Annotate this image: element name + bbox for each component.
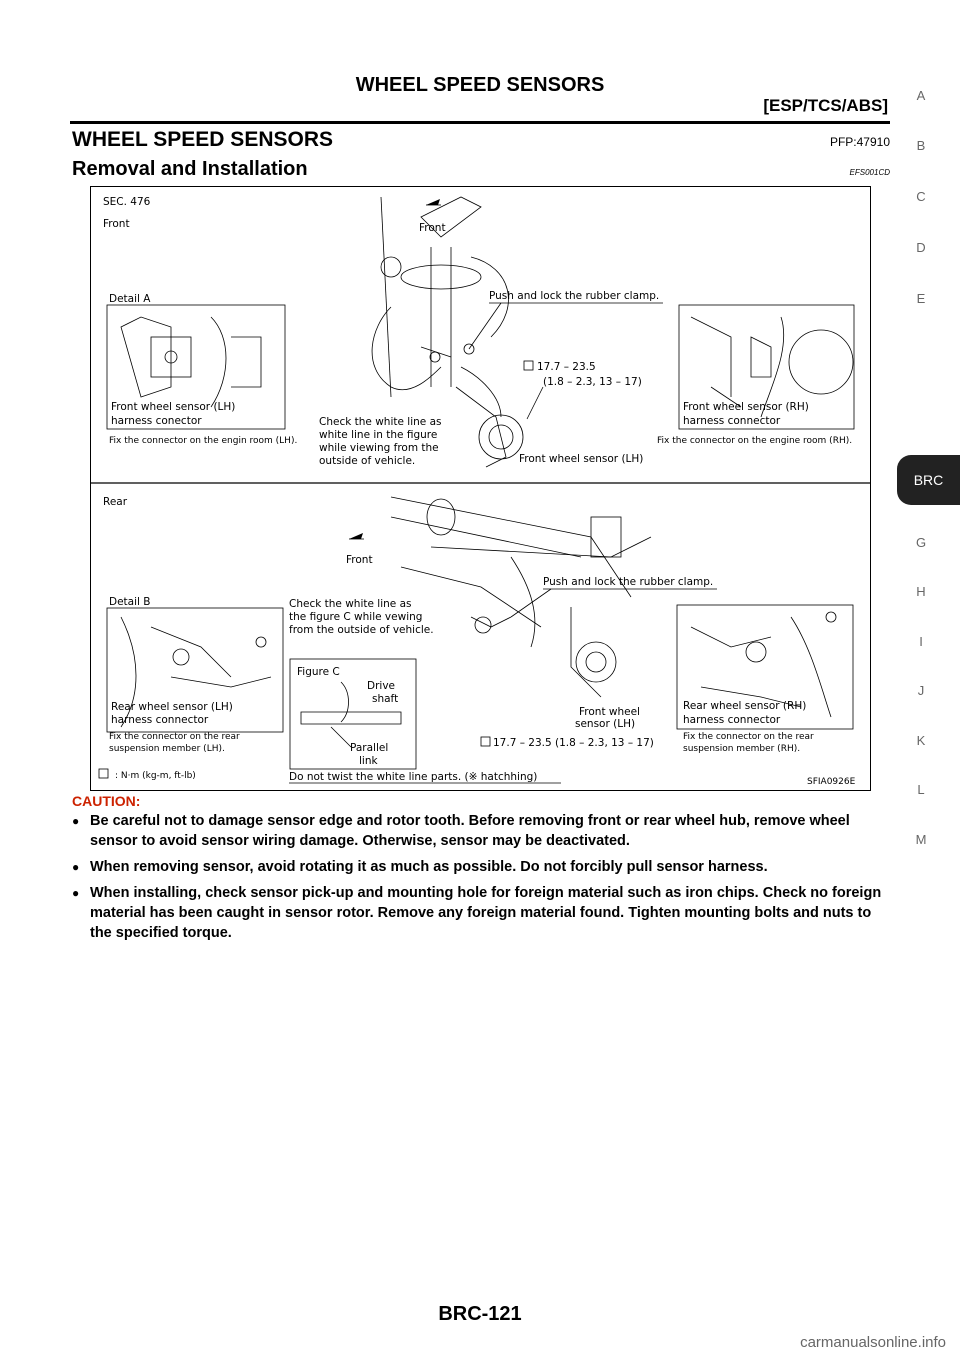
rear-check-3: from the outside of vehicle. <box>289 624 434 636</box>
rear-fix-lh-2: suspension member (LH). <box>109 744 225 754</box>
side-tab-a[interactable]: A <box>916 88 926 103</box>
front-lh-connector-label-2: harness conector <box>111 415 202 427</box>
front-check-2: white line in the figure <box>319 429 438 441</box>
drive-shaft-1: Drive <box>367 680 395 692</box>
sec-label: SEC. 476 <box>103 196 151 208</box>
rear-front-arrow-icon <box>349 533 364 539</box>
caution-text: Be careful not to damage sensor edge and rotor tooth. Before removing front or rear wheel hub, remove wheel sensor to avoid sensor wiring damage. Otherwise, sensor may be deactivated. <box>90 813 850 849</box>
front-fix-lh: Fix the connector on the engin room (LH). <box>109 436 298 446</box>
side-tab-h[interactable]: H <box>916 584 926 599</box>
caution-list <box>72 811 890 949</box>
side-tab-m[interactable]: M <box>915 832 927 847</box>
front-check-1: Check the white line as <box>319 416 442 428</box>
subsection-title: Removal and Installation <box>72 158 308 180</box>
header-rule <box>70 121 890 124</box>
side-tab-e[interactable]: E <box>916 291 926 306</box>
rear-sensor-1: Front wheel <box>579 706 640 718</box>
detail-b-label: Detail B <box>109 596 151 608</box>
list-item <box>72 811 890 851</box>
caution-label: CAUTION: <box>72 793 141 809</box>
side-tab-k[interactable]: K <box>916 733 926 748</box>
rear-rh-connector-1: Rear wheel sensor (RH) <box>683 700 807 712</box>
side-tab-b[interactable]: B <box>916 138 926 153</box>
side-tab-j[interactable]: J <box>917 683 925 698</box>
section-code: EFS001CD <box>849 168 890 177</box>
parallel-link-1: Parallel <box>350 742 389 754</box>
front-heading: Front <box>103 218 130 230</box>
detail-a-drawing <box>121 317 261 407</box>
rear-heading: Rear <box>103 496 128 508</box>
front-torque-1: 17.7 – 23.5 <box>537 361 596 373</box>
side-tab-brc-active[interactable]: BRC <box>897 455 960 505</box>
rear-check-2: the figure C while vewing <box>289 611 423 623</box>
parallel-link-2: link <box>359 755 378 767</box>
rear-sensor-2: sensor (LH) <box>575 718 636 730</box>
rear-torque: 17.7 – 23.5 (1.8 – 2.3, 13 – 17) <box>493 737 654 749</box>
bullet-icon: ● <box>72 860 80 874</box>
rear-fix-rh-2: suspension member (RH). <box>683 744 801 754</box>
rear-suspension-drawing <box>391 497 651 697</box>
front-check-4: outside of vehicle. <box>319 455 416 467</box>
figure-c-label: Figure C <box>297 666 340 678</box>
header-subtitle: [ESP/TCS/ABS] <box>763 96 888 115</box>
list-item <box>72 883 890 943</box>
front-push-lock: Push and lock the rubber clamp. <box>489 290 660 302</box>
front-check-3: while viewing from the <box>319 442 439 454</box>
rear-fix-lh-1: Fix the connector on the rear <box>109 732 240 742</box>
rear-torque-icon <box>481 737 490 746</box>
rear-fix-rh-1: Fix the connector on the rear <box>683 732 814 742</box>
rear-rh-connector-2: harness connector <box>683 714 781 726</box>
front-fix-rh: Fix the connector on the engine room (RH). <box>657 436 853 446</box>
front-arrow-label: Front <box>419 222 446 234</box>
drive-shaft-2: shaft <box>372 693 399 705</box>
bullet-icon: ● <box>72 814 80 828</box>
section-title: WHEEL SPEED SENSORS <box>72 128 334 151</box>
caution-text: When removing sensor, avoid rotating it as much as possible. Do not forcibly pull sensor harness. <box>90 859 768 875</box>
rear-check-1: Check the white line as <box>289 598 412 610</box>
rear-push-lock: Push and lock the rubber clamp. <box>543 576 714 588</box>
rear-arrow-label: Front <box>346 554 373 566</box>
figure-code: SFIA0926E <box>807 777 856 787</box>
part-number: PFP:47910 <box>829 135 890 149</box>
wheel-sensor-figure <box>90 186 871 791</box>
legend-unit: : N·m (kg-m, ft-lb) <box>115 771 196 781</box>
front-lh-connector-label-1: Front wheel sensor (LH) <box>111 401 236 413</box>
side-tab-c[interactable]: C <box>916 189 926 204</box>
front-rh-connector-2: harness connector <box>683 415 781 427</box>
front-direction-arrow-icon <box>426 199 441 205</box>
caution-text: When installing, check sensor pick-up and mounting hole for foreign material such as iron chips. Check no foreign material has been caught in sensor rotor. Remove any foreign material found. Tighten mounting bolts and nuts to the specified torque. <box>90 885 882 941</box>
no-twist-note: Do not twist the white line parts. (※ hatchhing) <box>289 771 538 783</box>
rear-lh-connector-1: Rear wheel sensor (LH) <box>111 701 233 713</box>
front-sensor-lh: Front wheel sensor (LH) <box>519 453 644 465</box>
list-item <box>72 857 890 877</box>
bullet-icon: ● <box>72 886 80 900</box>
page-number: BRC-121 <box>438 1303 522 1325</box>
rear-lh-connector-2: harness connector <box>111 714 209 726</box>
figure-drawing <box>91 187 870 790</box>
front-torque-2: (1.8 – 2.3, 13 – 17) <box>543 376 642 388</box>
front-rh-connector-1: Front wheel sensor (RH) <box>683 401 809 413</box>
side-tab-l[interactable]: L <box>917 782 925 797</box>
legend-torque-icon <box>99 769 108 778</box>
torque-icon <box>524 361 533 370</box>
detail-a-label: Detail A <box>109 293 151 305</box>
side-tab-i[interactable]: I <box>919 634 923 649</box>
side-tab-g[interactable]: G <box>915 535 927 550</box>
watermark: carmanualsonline.info <box>800 1334 946 1351</box>
header-title: WHEEL SPEED SENSORS <box>355 74 605 96</box>
side-tab-d[interactable]: D <box>916 240 926 255</box>
